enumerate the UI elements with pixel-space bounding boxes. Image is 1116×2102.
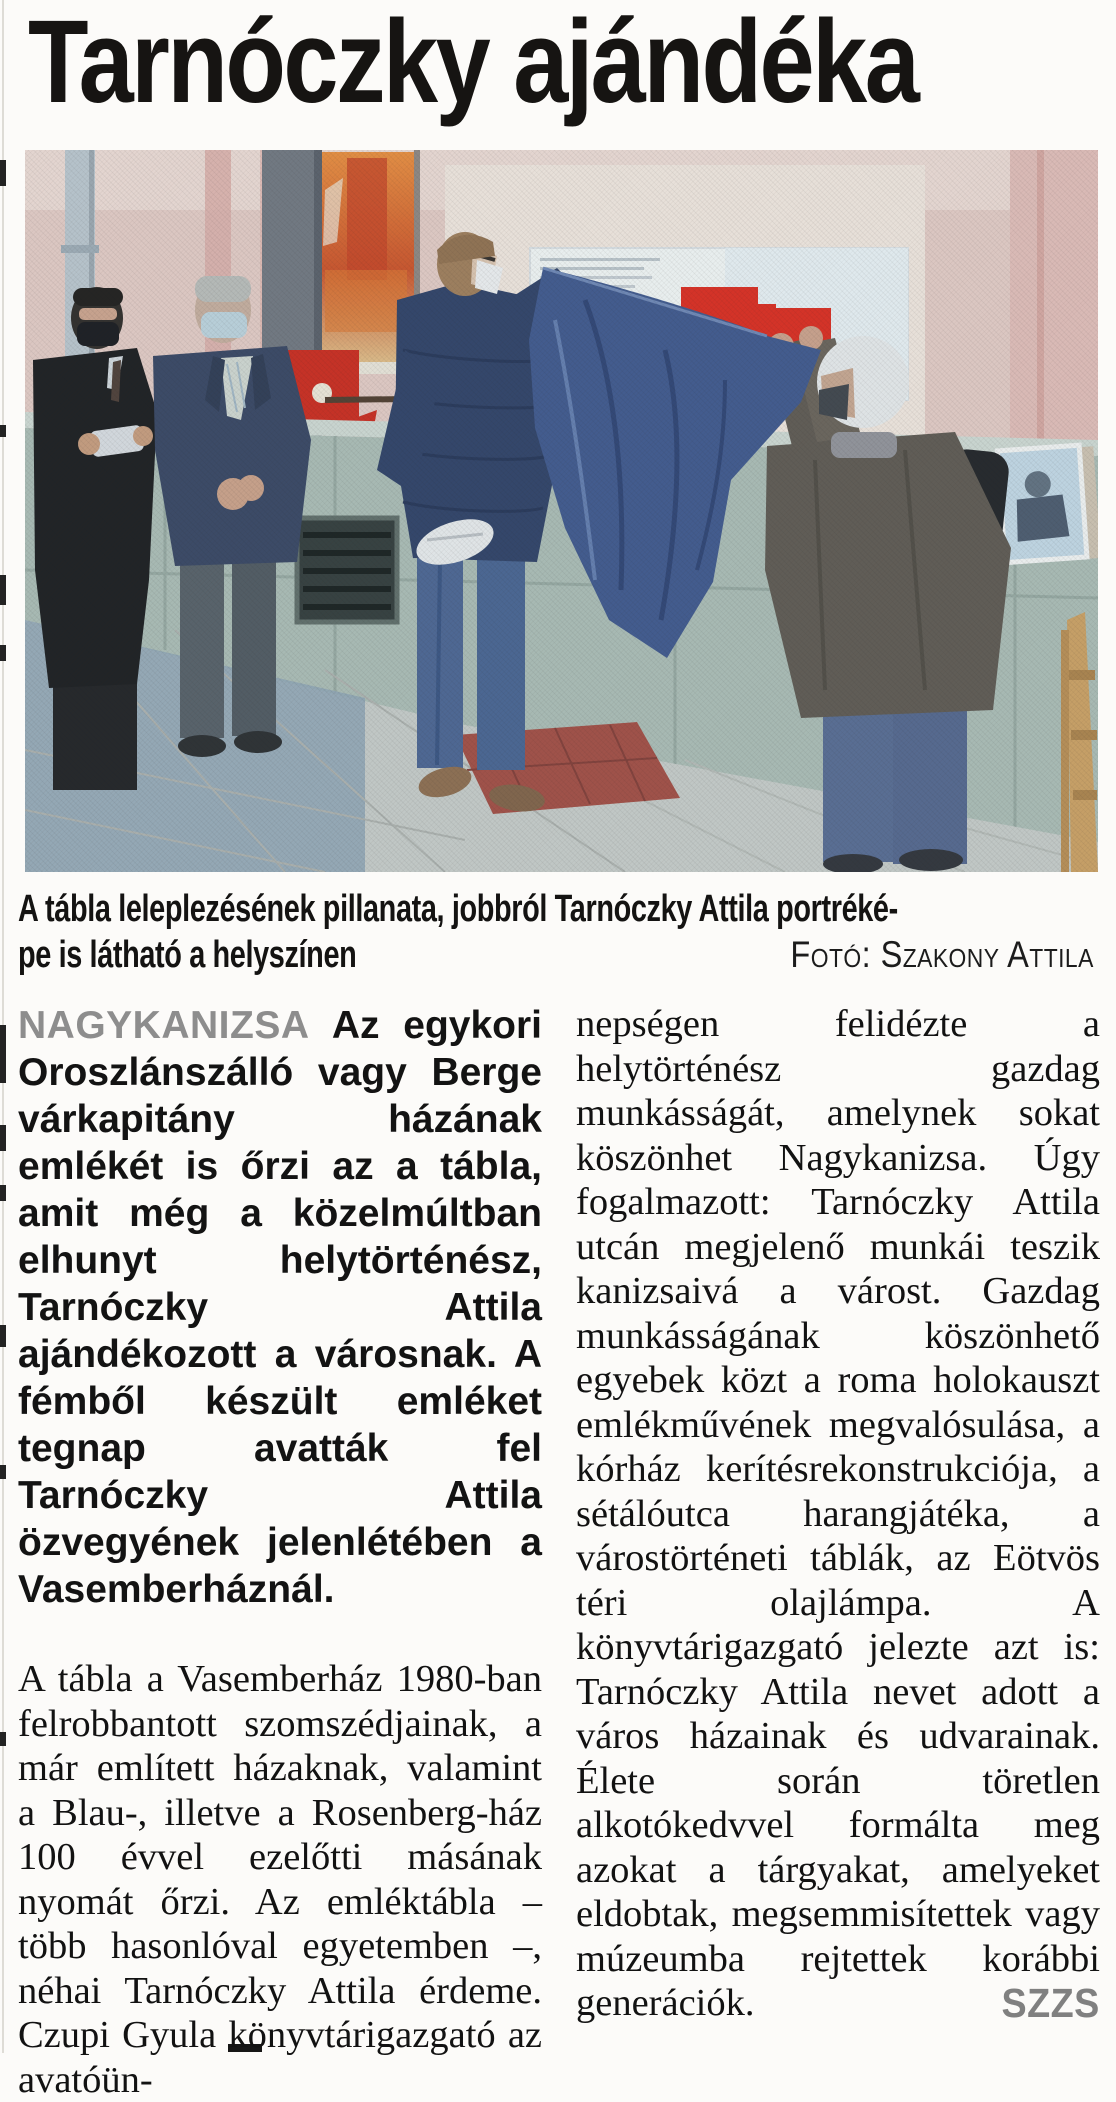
body-paragraph-left: A tábla a Vasemberház 1980-ban felrobbantott szomszédjainak, a már említett házaknak, valamint a Blau-, illetve a Rosenberg-ház 100 évvel ezelőtti másának nyomát őrzi. Az emléktábla – több hasonlóval egyetemben –, néhai Tarnóczky Attila érdeme. Czupi Gyula könyvtárigazgató az avatóün- xyxy=(18,1658,542,2101)
scan-artifact xyxy=(0,1465,6,1479)
photo-color-cast xyxy=(25,150,1098,872)
scan-artifact xyxy=(0,645,6,661)
scan-artifact xyxy=(0,1732,6,1746)
lead-paragraph xyxy=(18,1002,542,1613)
byline: SZZS xyxy=(1001,1980,1100,2026)
caption-line2: pe is látható a helyszínen xyxy=(18,934,357,976)
column-left xyxy=(18,1002,542,2102)
caption-line1: A tábla leleplezésének pillanata, jobbról Tarnóczky Attila portréké- xyxy=(18,888,898,930)
photo-caption xyxy=(18,886,1098,986)
article-photo xyxy=(25,150,1098,872)
scan-artifact xyxy=(0,425,6,437)
photo-credit: Fotó: Szakony Attila xyxy=(790,934,1094,975)
dateline: NAGYKANIZSA xyxy=(18,1004,310,1047)
scan-artifact xyxy=(0,160,6,186)
article-body xyxy=(18,1002,1100,2102)
column-right xyxy=(576,1002,1100,2102)
scan-artifact xyxy=(0,1325,6,1347)
body-text-right: nepségen felidézte a helytörténész gazdag munkásságát, amelynek sokat köszönhet Nagykanizsa. Úgy fogalmazott: Tarnóczky Attila utcán megjelenő munkái teszik kanizsaivá a várost. Gazdag munkásságának köszönhető egyebek közt a roma holokauszt emlékművének megvalósulása, a kórház kerítésrekonstrukciója, a sétálóutca harangjátéka, a várostörténeti táblák, az Eötvös téri olajlámpa. A könyvtárigazgató jelezte azt is: Tarnóczky Attila nevet adott a város házainak és udvarainak. Élete során töretlen alkotókedvvel formálta meg azokat a tárgyakat, amelyeket eldobtak, megsemmisítettek vagy múzeumba rejtettek korábbi generációk. xyxy=(576,1003,1100,2024)
photo-illustration xyxy=(25,150,1098,872)
scan-artifact xyxy=(0,1125,6,1151)
lead-text: Az egykori Oroszlánszálló vagy Berge várkapitány házának emlékét is őrzi az a tábla, amit még a közelmúltban elhunyt helytörténész, Tarnóczky Attila ajándékozott a városnak. A fémből készült emléket tegnap avatták fel Tarnóczky Attila özvegyének jelenlétében a Vasemberháznál. xyxy=(18,1004,543,1611)
scan-artifact xyxy=(0,575,6,605)
body-paragraph-right xyxy=(576,1002,1100,2026)
scan-artifact xyxy=(0,1185,6,1201)
scan-artifact xyxy=(0,1025,6,1083)
article-title: Tarnóczky ajándéka xyxy=(28,0,918,128)
